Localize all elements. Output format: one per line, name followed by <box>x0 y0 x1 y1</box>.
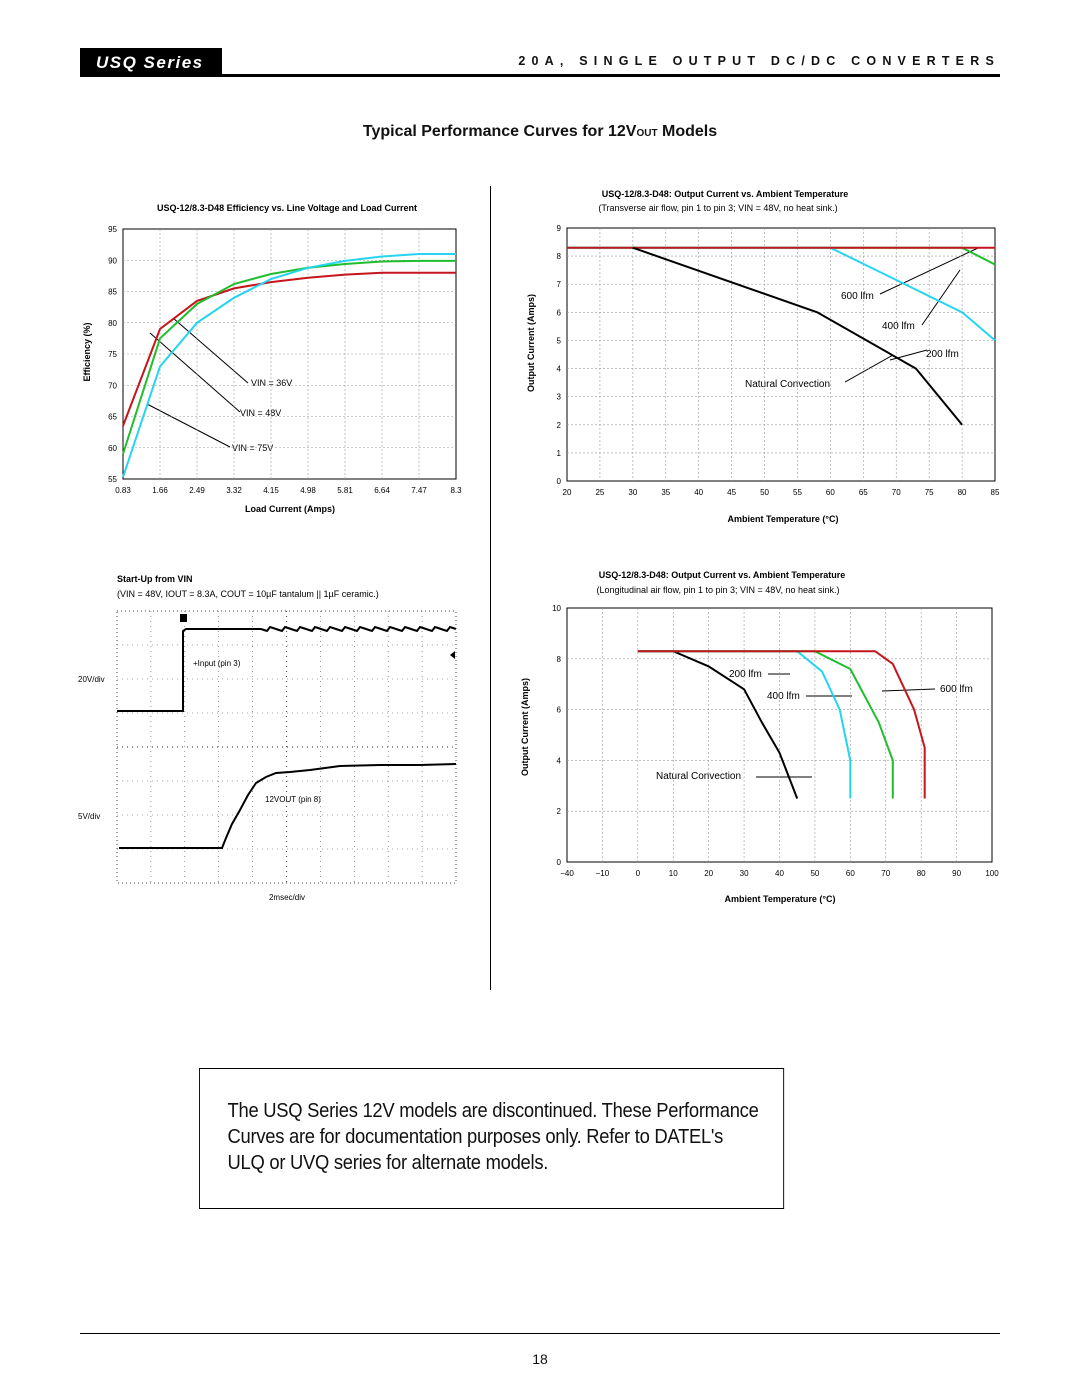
transverse-xtick-label: 50 <box>760 488 769 497</box>
transverse-ytick-label: 9 <box>556 224 561 233</box>
startup-input-label: +Input (pin 3) <box>193 659 241 668</box>
transverse-xtick-label: 55 <box>793 488 802 497</box>
startup-output-label: 12VOUT (pin 8) <box>265 795 321 804</box>
startup-output-trace <box>119 764 456 848</box>
startup-chart-subtitle: (VIN = 48V, IOUT = 8.3A, COUT = 10µF tantalum || 1µF ceramic.) <box>117 589 379 599</box>
longitudinal-xlabel: Ambient Temperature (°C) <box>724 894 836 904</box>
transverse-xtick-label: 35 <box>661 488 671 497</box>
efficiency-series-vin-75v <box>123 254 456 477</box>
longitudinal-xtick-label: 90 <box>952 869 962 878</box>
page-title-suffix: Models <box>657 123 718 140</box>
annot-line-48v <box>150 333 240 412</box>
efficiency-xtick-label: 0.83 <box>115 486 131 495</box>
header-title: 20A, SINGLE OUTPUT DC/DC CONVERTERS <box>518 54 1000 68</box>
annot-200lfm-t: 200 lfm <box>926 349 959 360</box>
column-divider <box>490 186 491 990</box>
level-marker <box>450 651 455 659</box>
efficiency-chart-title: USQ-12/8.3-D48 Efficiency vs. Line Voltage and Load Current <box>157 203 417 213</box>
transverse-xtick-label: 75 <box>924 488 934 497</box>
efficiency-ytick-label: 70 <box>108 381 117 391</box>
annot-600lfm-l: 600 lfm <box>940 684 973 695</box>
annot-vin75: VIN = 75V <box>232 443 274 453</box>
longitudinal-chart-title: USQ-12/8.3-D48: Output Current vs. Ambient Temperature <box>598 570 846 580</box>
efficiency-xtick-label: 2.49 <box>189 486 205 495</box>
transverse-xtick-label: 60 <box>825 488 835 497</box>
efficiency-xlabel: Load Current (Amps) <box>245 504 335 514</box>
startup-y-scale-bottom: 5V/div <box>78 812 101 821</box>
transverse-xtick-label: 40 <box>694 488 704 497</box>
annot-400lfm-l: 400 lfm <box>767 691 800 702</box>
efficiency-series-vin-48v <box>123 261 456 454</box>
longitudinal-xtick-label: 100 <box>985 869 999 878</box>
longitudinal-xtick-label: 20 <box>704 869 714 878</box>
startup-y-scale-top: 20V/div <box>78 675 105 684</box>
longitudinal-xtick-label: 60 <box>845 869 855 878</box>
longitudinal-ytick-label: 0 <box>556 858 561 867</box>
trigger-marker <box>180 614 187 622</box>
efficiency-xtick-label: 1.66 <box>152 486 168 495</box>
longitudinal-xtick-label: −40 <box>560 869 574 878</box>
efficiency-xtick-label: 5.81 <box>337 486 353 495</box>
longitudinal-ytick-label: 8 <box>556 654 561 664</box>
transverse-ylabel: Output Current (Amps) <box>526 294 536 392</box>
annot-natural-l: Natural Convection <box>656 771 742 782</box>
longitudinal-xtick-label: 30 <box>739 869 749 878</box>
series-label: USQ Series <box>80 48 222 77</box>
transverse-ytick-label: 0 <box>556 477 561 486</box>
longitudinal-ytick-label: 6 <box>556 705 561 715</box>
page-number: 18 <box>532 1351 548 1367</box>
longitudinal-xtick-label: 40 <box>775 869 784 878</box>
longitudinal-ytick-label: 10 <box>552 604 561 613</box>
transverse-xtick-label: 65 <box>858 488 868 497</box>
longitudinal-xtick-label: 50 <box>810 869 820 878</box>
longitudinal-xtick-label: 0 <box>635 869 641 878</box>
transverse-xtick-label: 85 <box>990 488 1000 497</box>
transverse-chart-subtitle: (Transverse air flow, pin 1 to pin 3; VIN = 48V, no heat sink.) <box>598 203 838 213</box>
annot-line-200lfm-t <box>890 350 927 360</box>
efficiency-xtick-label: 4.15 <box>263 486 279 495</box>
efficiency-xtick-label: 6.64 <box>374 486 390 495</box>
transverse-xlabel: Ambient Temperature (°C) <box>727 514 839 524</box>
annot-line-600lfm-l <box>882 689 935 691</box>
efficiency-xtick-label: 8.3 <box>450 486 462 495</box>
transverse-xtick-label: 20 <box>562 488 572 497</box>
efficiency-xtick-label: 4.98 <box>300 486 316 495</box>
notice-text: The USQ Series 12V models are discontinued. These Performance Curves are for documentation purposes only. Refer to DATEL's ULQ or UVQ series for alternate models. <box>227 1100 759 1174</box>
annot-200lfm-l: 200 lfm <box>729 669 762 680</box>
transverse-ytick-label: 5 <box>556 336 561 346</box>
annot-600lfm-t: 600 lfm <box>841 291 874 302</box>
longitudinal-ylabel: Output Current (Amps) <box>520 678 530 776</box>
annot-vin48: VIN = 48V <box>240 408 282 418</box>
efficiency-ytick-label: 85 <box>108 287 117 297</box>
efficiency-xtick-label: 3.32 <box>226 486 242 495</box>
longitudinal-xtick-label: −10 <box>595 869 610 878</box>
efficiency-xtick-label: 7.47 <box>411 486 427 495</box>
transverse-ytick-label: 3 <box>556 392 561 402</box>
startup-chart-title: Start-Up from VIN <box>117 574 193 584</box>
longitudinal-chart-subtitle: (Longitudinal air flow, pin 1 to pin 3; VIN = 48V, no heat sink.) <box>596 585 840 595</box>
longitudinal-xtick-label: 80 <box>916 869 926 878</box>
efficiency-ytick-label: 90 <box>108 256 117 266</box>
efficiency-ytick-label: 60 <box>108 443 117 453</box>
annot-line-600lfm-t <box>880 248 978 294</box>
transverse-ytick-label: 4 <box>556 364 561 374</box>
transverse-ytick-label: 2 <box>556 420 561 430</box>
transverse-xtick-label: 45 <box>727 488 737 497</box>
transverse-series-400-lfm <box>567 248 995 341</box>
efficiency-ytick-label: 65 <box>108 412 117 422</box>
efficiency-ytick-label: 55 <box>108 475 117 484</box>
longitudinal-frame <box>567 608 992 862</box>
longitudinal-ytick-label: 4 <box>556 756 561 766</box>
efficiency-ytick-label: 80 <box>108 318 117 328</box>
transverse-ytick-label: 8 <box>556 252 561 262</box>
transverse-ytick-label: 6 <box>556 308 561 318</box>
longitudinal-xtick-label: 70 <box>881 869 891 878</box>
transverse-xtick-label: 25 <box>595 488 605 497</box>
transverse-chart-title: USQ-12/8.3-D48: Output Current vs. Ambient Temperature <box>601 189 849 199</box>
startup-x-scale: 2msec/div <box>268 893 306 902</box>
page-title-subscript: OUT <box>636 128 658 139</box>
efficiency-series-vin-36v <box>123 273 456 426</box>
transverse-xtick-label: 80 <box>957 488 967 497</box>
transverse-ytick-label: 1 <box>556 448 561 458</box>
transverse-xtick-label: 70 <box>891 488 901 497</box>
annot-line-75v <box>147 404 230 447</box>
discontinued-notice <box>199 1068 784 1209</box>
annot-400lfm-t: 400 lfm <box>882 321 915 332</box>
efficiency-ytick-label: 95 <box>108 225 117 234</box>
startup-input-trace <box>117 627 456 711</box>
page-title-prefix: Typical Performance Curves for 12V <box>362 123 637 140</box>
transverse-xtick-label: 30 <box>628 488 638 497</box>
annot-natural-t: Natural Convection <box>745 379 831 390</box>
longitudinal-xtick-label: 10 <box>668 869 678 878</box>
efficiency-ylabel: Efficiency (%) <box>82 322 92 382</box>
longitudinal-ytick-label: 2 <box>556 807 561 817</box>
annot-vin36: VIN = 36V <box>251 378 293 388</box>
transverse-ytick-label: 7 <box>556 280 561 290</box>
annot-line-400lfm-t <box>922 270 960 325</box>
efficiency-ytick-label: 75 <box>108 350 117 359</box>
annot-line-36v <box>173 318 248 383</box>
footer-rule <box>80 1333 1000 1334</box>
